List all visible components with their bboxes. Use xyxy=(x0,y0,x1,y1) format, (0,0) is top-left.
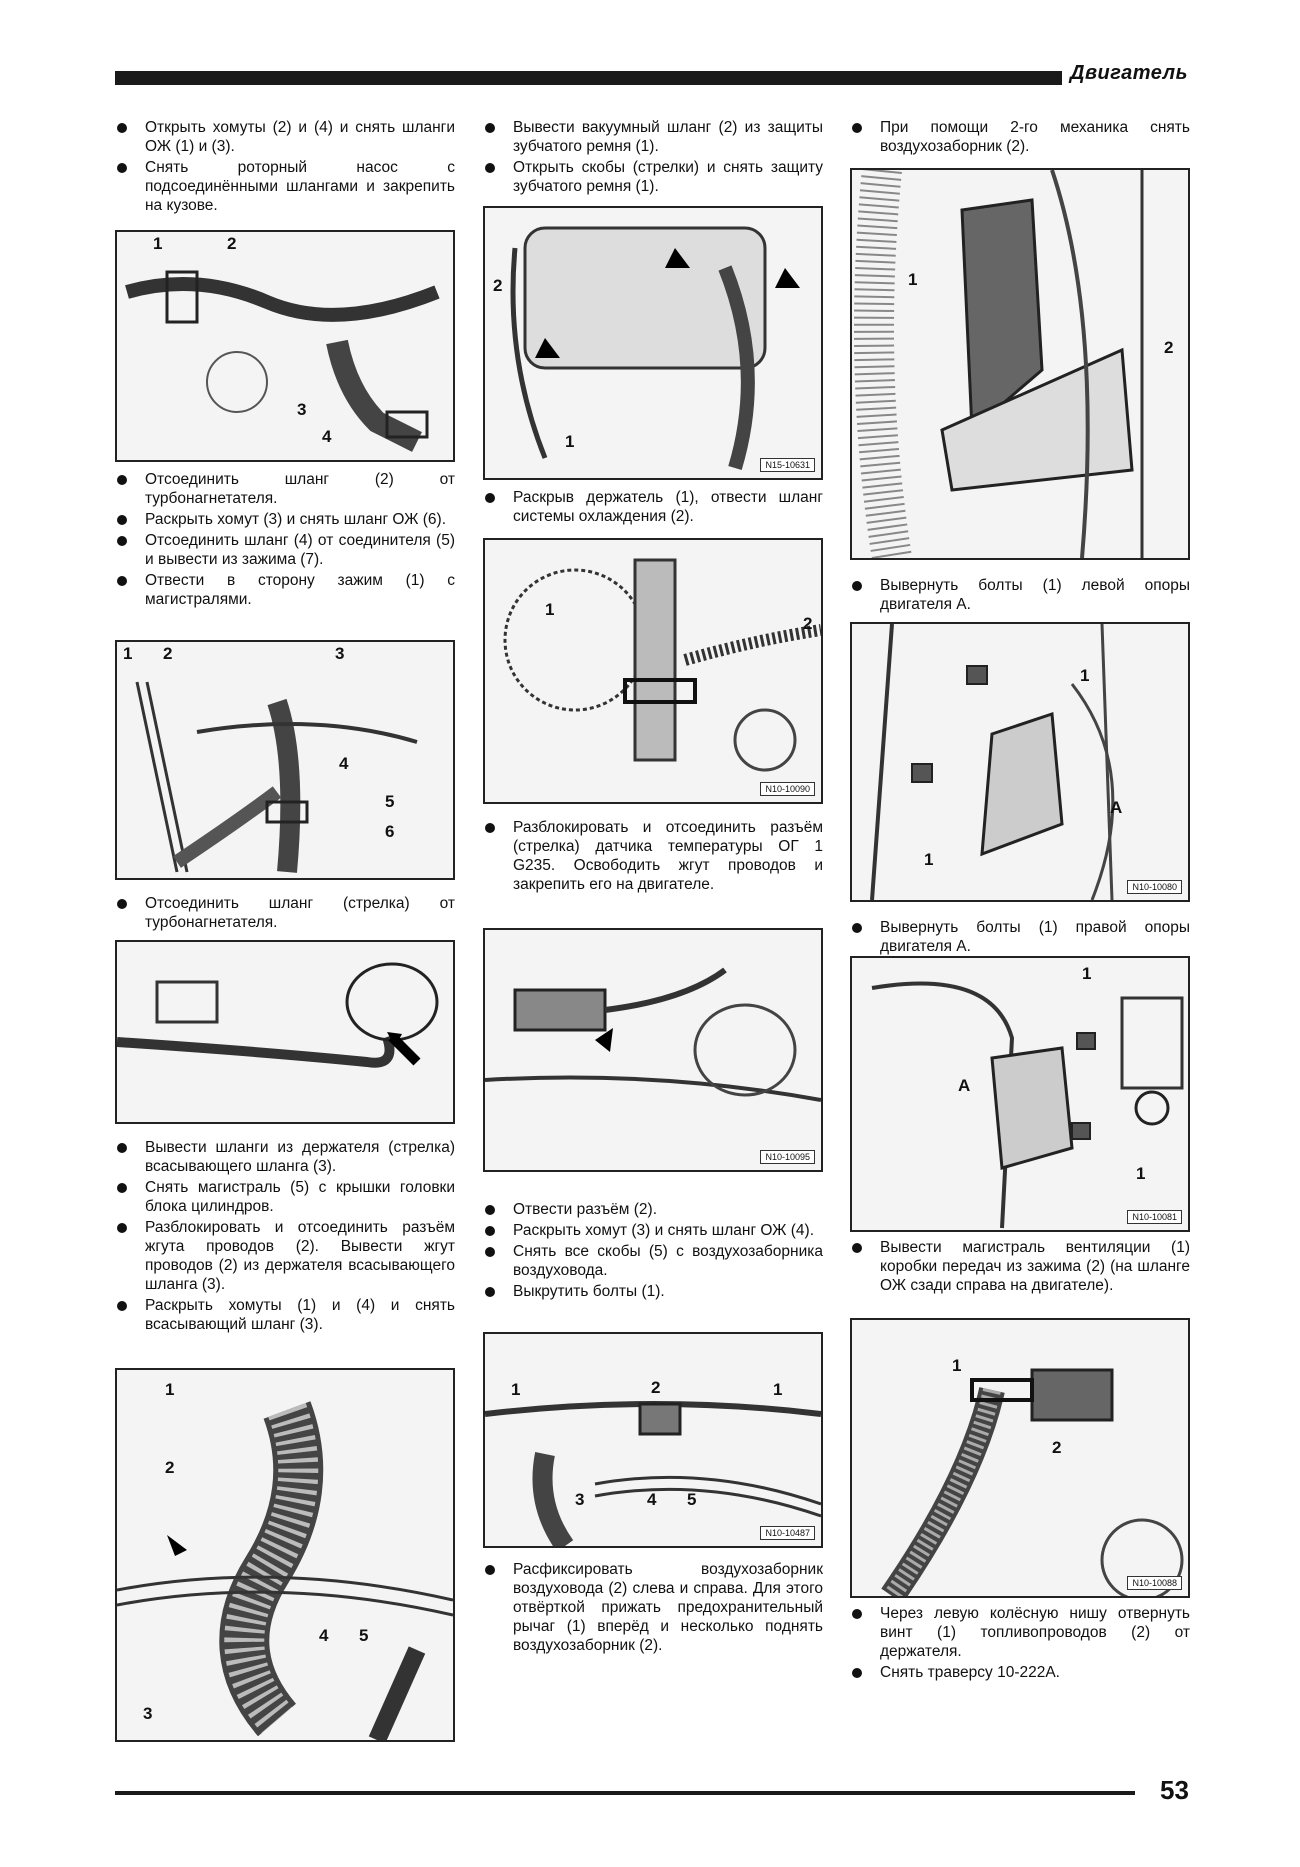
list-item: Отсоединить шланг (4) от соединителя (5) и вывести из зажима (7). xyxy=(115,531,455,569)
figure-drawing xyxy=(485,208,821,478)
figure-drawing xyxy=(485,930,821,1170)
list-item: Расфиксировать воздухозаборник воздуховода (2) слева и справа. Для этого отвёрткой прижать предохранительный рычаг (1) вперёд и несколько поднять воздухозаборник (2). xyxy=(483,1560,823,1655)
callout-label: 4 xyxy=(339,754,349,773)
figure-drawing xyxy=(117,942,453,1122)
figure-code: N10-10487 xyxy=(760,1526,815,1540)
list-item: Отвести в сторону зажим (1) с магистралями. xyxy=(115,571,455,609)
figure-code: N10-10080 xyxy=(1127,880,1182,894)
col3-steps-d xyxy=(850,1238,1190,1297)
list-item: Вывести вакуумный шланг (2) из защиты зубчатого ремня (1). xyxy=(483,118,823,156)
callout-label: 1 xyxy=(123,644,133,663)
callout-label: 1 xyxy=(952,1356,962,1375)
figure-turbo-hose-arrow xyxy=(115,940,455,1124)
callout-label: 2 xyxy=(165,1458,175,1477)
callout-label: 1 xyxy=(1136,1164,1146,1183)
list-item: Снять все скобы (5) с воздухозаборника воздуховода. xyxy=(483,1242,823,1280)
col3-steps-b xyxy=(850,576,1190,616)
callout-label: 1 xyxy=(545,600,555,619)
list-item: Вывести магистраль вентиляции (1) коробки передач из зажима (2) (на шланге ОЖ сзади справа на двигателе). xyxy=(850,1238,1190,1295)
list-item: Вывернуть болты (1) правой опоры двигателя А. xyxy=(850,918,1190,956)
figure-timing-belt-cover xyxy=(483,206,823,480)
callout-label: 1 xyxy=(153,234,163,253)
list-item: Отвести разъём (2). xyxy=(483,1200,823,1219)
figure-hoses-clamps xyxy=(115,230,455,462)
callout-label: 4 xyxy=(647,1490,657,1509)
list-item: Открыть скобы (стрелки) и снять защиту зубчатого ремня (1). xyxy=(483,158,823,196)
list-item: Раскрыв держатель (1), отвести шланг системы охлаждения (2). xyxy=(483,488,823,526)
callout-label: 2 xyxy=(493,276,503,295)
list-item: Раскрыть хомут (3) и снять шланг ОЖ (4). xyxy=(483,1221,823,1240)
footer-rule xyxy=(115,1791,1135,1795)
figure-drawing xyxy=(852,624,1188,900)
callout-label: 5 xyxy=(359,1626,369,1645)
callout-label: 1 xyxy=(165,1380,175,1399)
col3-steps-a xyxy=(850,118,1190,158)
callout-label: 5 xyxy=(687,1490,697,1509)
figure-intake-hose xyxy=(115,1368,455,1742)
callout-label: 3 xyxy=(575,1490,585,1509)
list-item: Разблокировать и отсоединить разъём (стрелка) датчика температуры ОГ 1 G235. Освободить жгут проводов и закрепить его на двигателе. xyxy=(483,818,823,894)
callout-label: 1 xyxy=(565,432,575,451)
figure-left-engine-mount xyxy=(850,622,1190,902)
callout-label: 1 xyxy=(908,270,918,289)
figure-drawing xyxy=(852,1320,1188,1596)
callout-label: A xyxy=(1110,798,1123,817)
list-item: Через левую колёсную нишу отвернуть винт (1) топливопроводов (2) от держателя. xyxy=(850,1604,1190,1661)
section-title: Двигатель xyxy=(1070,62,1188,84)
list-item: Открыть хомуты (2) и (4) и снять шланги ОЖ (1) и (3). xyxy=(115,118,455,156)
callout-label: 2 xyxy=(163,644,173,663)
figure-coolant-hose-holder xyxy=(483,538,823,804)
callout-label: 4 xyxy=(319,1626,329,1645)
callout-label: 1 xyxy=(924,850,934,869)
figure-temp-sensor-connector xyxy=(483,928,823,1172)
figure-drawing xyxy=(852,170,1188,558)
col2-steps-b xyxy=(483,488,823,528)
callout-label: 1 xyxy=(773,1380,783,1399)
figure-drawing xyxy=(117,642,453,878)
col1-steps-a xyxy=(115,118,455,217)
callout-label: 4 xyxy=(322,427,332,446)
callout-label: 5 xyxy=(385,792,395,811)
figure-code: N10-10088 xyxy=(1127,1576,1182,1590)
list-item: Выкрутить болты (1). xyxy=(483,1282,823,1301)
figure-drawing xyxy=(117,232,453,460)
callout-label: 3 xyxy=(143,1704,153,1723)
callout-label: 2 xyxy=(1052,1438,1062,1457)
list-item: Разблокировать и отсоединить разъём жгута проводов (2). Вывести жгут проводов (2) из держателя всасывающего шланга (3). xyxy=(115,1218,455,1294)
col1-steps-b xyxy=(115,470,455,611)
col2-steps-c xyxy=(483,818,823,896)
figure-transmission-vent-line xyxy=(850,1318,1190,1598)
list-item: Отсоединить шланг (2) от турбонагнетателя. xyxy=(115,470,455,508)
figure-drawing xyxy=(485,540,821,802)
figure-drawing xyxy=(485,1334,821,1546)
callout-label: 2 xyxy=(651,1378,661,1397)
callout-label: 2 xyxy=(803,614,813,633)
callout-label: 2 xyxy=(1164,338,1174,357)
figure-code: N10-10090 xyxy=(760,782,815,796)
list-item: При помощи 2-го механика снять воздухозаборник (2). xyxy=(850,118,1190,156)
list-item: Отсоединить шланг (стрелка) от турбонагнетателя. xyxy=(115,894,455,932)
figure-code: N15-10631 xyxy=(760,458,815,472)
figure-air-intake-duct xyxy=(483,1332,823,1548)
figure-turbo-hoses xyxy=(115,640,455,880)
callout-label: 2 xyxy=(227,234,237,253)
figure-drawing xyxy=(852,958,1188,1230)
list-item: Снять роторный насос с подсоединёнными шлангами и закрепить на кузове. xyxy=(115,158,455,215)
callout-label: A xyxy=(958,1076,971,1095)
col2-steps-d xyxy=(483,1200,823,1303)
figure-drawing xyxy=(117,1370,453,1740)
callout-label: 1 xyxy=(1080,666,1090,685)
figure-right-engine-mount xyxy=(850,956,1190,1232)
col2-steps-e xyxy=(483,1560,823,1657)
figure-code: N10-10095 xyxy=(760,1150,815,1164)
list-item: Вывернуть болты (1) левой опоры двигателя А. xyxy=(850,576,1190,614)
list-item: Раскрыть хомуты (1) и (4) и снять всасывающий шланг (3). xyxy=(115,1296,455,1334)
callout-label: 6 xyxy=(385,822,395,841)
list-item: Снять магистраль (5) с крышки головки блока цилиндров. xyxy=(115,1178,455,1216)
col1-steps-c xyxy=(115,894,455,934)
callout-label: 3 xyxy=(297,400,307,419)
figure-code: N10-10081 xyxy=(1127,1210,1182,1224)
figure-air-intake-removal xyxy=(850,168,1190,560)
list-item: Снять траверсу 10-222А. xyxy=(850,1663,1190,1682)
col2-steps-a xyxy=(483,118,823,198)
header-rule xyxy=(115,71,1062,85)
list-item: Вывести шланги из держателя (стрелка) всасывающего шланга (3). xyxy=(115,1138,455,1176)
list-item: Раскрыть хомут (3) и снять шланг ОЖ (6). xyxy=(115,510,455,529)
col3-steps-e xyxy=(850,1604,1190,1684)
callout-label: 1 xyxy=(511,1380,521,1399)
page-number: 53 xyxy=(1160,1775,1189,1805)
callout-label: 3 xyxy=(335,644,345,663)
callout-label: 1 xyxy=(1082,964,1092,983)
col3-steps-c xyxy=(850,918,1190,958)
col1-steps-d xyxy=(115,1138,455,1336)
